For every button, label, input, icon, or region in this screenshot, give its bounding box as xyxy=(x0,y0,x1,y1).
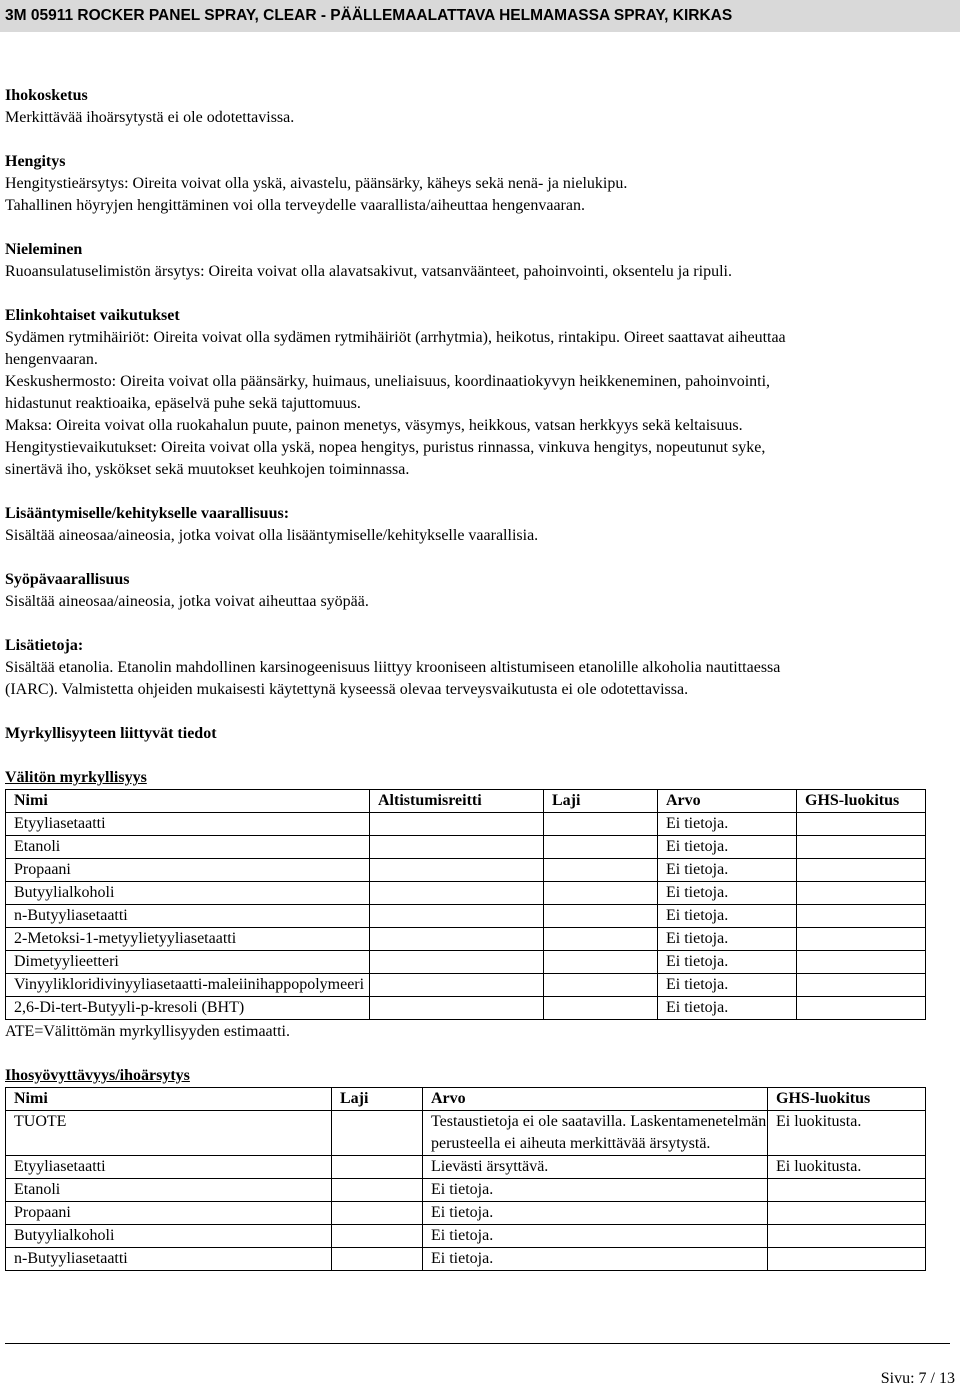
section-title: Ihokosketus xyxy=(5,87,88,104)
section-text: Tahallinen höyryjen hengittäminen voi olla terveydelle vaarallista/aiheuttaa hengenvaaran. xyxy=(5,197,585,214)
table-header-row xyxy=(6,1088,926,1111)
section-title: Lisääntymiselle/kehitykselle vaarallisuus: xyxy=(5,505,290,522)
col-header-route: Altistumisreitti xyxy=(370,790,544,813)
table-cell xyxy=(544,928,658,951)
table-cell: 2-Metoksi-1-metyylietyyliasetaatti xyxy=(6,928,370,951)
section-text: Sisältää aineosaa/aineosia, jotka voivat aiheuttaa syöpää. xyxy=(5,593,369,610)
section-text: Merkittävää ihoärsytystä ei ole odotettavissa. xyxy=(5,109,295,126)
section-carcinogenicity xyxy=(5,569,950,613)
table-cell xyxy=(797,905,926,928)
table-row xyxy=(6,859,926,882)
table-cell: Etyyliasetaatti xyxy=(6,1156,332,1179)
table-cell xyxy=(370,813,544,836)
table-cell xyxy=(768,1202,926,1225)
footer-divider xyxy=(5,1343,950,1344)
table-row xyxy=(6,882,926,905)
table-cell xyxy=(797,974,926,997)
col-header-value: Arvo xyxy=(658,790,797,813)
section-text: Ruoansulatuselimistön ärsytys: Oireita voivat olla alavatsakivut, vatsanväänteet, pahoinvointi, oksentelu ja ripuli. xyxy=(5,263,732,280)
section-title: Hengitys xyxy=(5,153,66,170)
col-header-value: Arvo xyxy=(423,1088,768,1111)
document-header xyxy=(0,0,960,32)
col-header-species: Laji xyxy=(544,790,658,813)
section-organ-effects xyxy=(5,305,950,481)
table-cell: Vinyylikloridivinyyliasetaatti-maleiinihappopolymeeri xyxy=(6,974,370,997)
table-cell xyxy=(370,905,544,928)
table-cell xyxy=(768,1179,926,1202)
acute-toxicity-rows xyxy=(6,813,926,1020)
col-header-name: Nimi xyxy=(6,1088,332,1111)
table-cell xyxy=(332,1111,423,1156)
table-cell xyxy=(370,997,544,1020)
section-text: Maksa: Oireita voivat olla ruokahalun puute, painon menetys, väsymys, heikkous, vatsan herkkyys sekä keltaisuus. xyxy=(5,417,743,434)
table-cell: Lievästi ärsyttävä. xyxy=(423,1156,768,1179)
table-cell: Etanoli xyxy=(6,1179,332,1202)
section-text: Hengitystievaikutukset: Oireita voivat olla yskä, nopea hengitys, puristus rinnassa, vinkuva hengitys, nopeutunut syke, xyxy=(5,439,766,456)
table-cell xyxy=(370,951,544,974)
table-cell xyxy=(544,951,658,974)
document-title: 3M 05911 ROCKER PANEL SPRAY, CLEAR - PÄÄLLEMAALATTAVA HELMAMASSA SPRAY, KIRKAS xyxy=(5,7,733,24)
table-cell xyxy=(768,1248,926,1271)
table-cell: Ei tietoja. xyxy=(423,1202,768,1225)
table-cell: Ei tietoja. xyxy=(658,974,797,997)
table-cell: Etanoli xyxy=(6,836,370,859)
table-row xyxy=(6,1179,926,1202)
table-cell: Ei luokitusta. xyxy=(768,1111,926,1156)
table-cell xyxy=(332,1156,423,1179)
table-row xyxy=(6,997,926,1020)
table-row xyxy=(6,1248,926,1271)
table-header-row xyxy=(6,790,926,813)
table-cell: Ei tietoja. xyxy=(658,905,797,928)
table-row xyxy=(6,928,926,951)
table-cell xyxy=(797,951,926,974)
table-cell: Ei tietoja. xyxy=(658,951,797,974)
table-cell xyxy=(544,905,658,928)
table-cell xyxy=(370,836,544,859)
col-header-name: Nimi xyxy=(6,790,370,813)
table-cell: Ei tietoja. xyxy=(658,813,797,836)
table-row xyxy=(6,813,926,836)
table-cell xyxy=(332,1202,423,1225)
table-row xyxy=(6,836,926,859)
table-cell: Ei tietoja. xyxy=(423,1225,768,1248)
table-cell: TUOTE xyxy=(6,1111,332,1156)
skin-irritation-table xyxy=(5,1087,926,1271)
table-cell xyxy=(797,859,926,882)
section-inhalation xyxy=(5,151,950,217)
section-text: Sydämen rytmihäiriöt: Oireita voivat olla sydämen rytmihäiriöt (arrhytmia), heikotus, rintakipu. Oireet saattavat aiheuttaa xyxy=(5,329,786,346)
section-title: Lisätietoja: xyxy=(5,637,84,654)
table-cell xyxy=(544,859,658,882)
table-cell: n-Butyyliasetaatti xyxy=(6,905,370,928)
page-number: Sivu: 7 / 13 xyxy=(880,1370,955,1387)
table-cell xyxy=(544,836,658,859)
acute-toxicity-table xyxy=(5,789,926,1020)
skin-irritation-rows xyxy=(6,1111,926,1271)
section-title: Nieleminen xyxy=(5,241,83,258)
table-cell xyxy=(797,813,926,836)
skin-irritation-title: Ihosyövyttävyys/ihoärsytys xyxy=(5,1067,190,1084)
table-cell: Testaustietoja ei ole saatavilla. Laskentamenetelmän perusteella ei aiheuta merkittävää ärsytystä. xyxy=(423,1111,768,1156)
toxicology-heading: Myrkyllisyyteen liittyvät tiedot xyxy=(5,725,217,742)
col-header-ghs: GHS-luokitus xyxy=(797,790,926,813)
section-text: sinertävä iho, yskökset sekä muutokset keuhkojen toiminnassa. xyxy=(5,461,410,478)
table-cell: Propaani xyxy=(6,859,370,882)
section-title: Elinkohtaiset vaikutukset xyxy=(5,307,180,324)
table-row xyxy=(6,1111,926,1156)
table-cell xyxy=(544,974,658,997)
table-cell xyxy=(797,882,926,905)
table-cell: 2,6-Di-tert-Butyyli-p-kresoli (BHT) xyxy=(6,997,370,1020)
table-cell xyxy=(370,928,544,951)
table-row xyxy=(6,951,926,974)
table-cell: Ei tietoja. xyxy=(658,997,797,1020)
table-cell xyxy=(544,997,658,1020)
section-text: (IARC). Valmistetta ohjeiden mukaisesti käytettynä kyseessä olevaa terveysvaikutusta ei ole odotettavissa. xyxy=(5,681,689,698)
table-cell: Ei luokitusta. xyxy=(768,1156,926,1179)
table-row xyxy=(6,974,926,997)
table-cell: Dimetyylieetteri xyxy=(6,951,370,974)
table-row xyxy=(6,905,926,928)
table-cell: Ei tietoja. xyxy=(658,928,797,951)
table-row xyxy=(6,1225,926,1248)
acute-toxicity-title: Välitön myrkyllisyys xyxy=(5,769,147,786)
section-ingestion xyxy=(5,239,950,283)
table-row xyxy=(6,1156,926,1179)
table-cell xyxy=(370,882,544,905)
section-text: hengenvaaran. xyxy=(5,351,98,368)
section-additional-info xyxy=(5,635,950,701)
table-cell xyxy=(544,882,658,905)
section-text: hidastunut reaktioaika, epäselvä puhe sekä tajuttomuus. xyxy=(5,395,361,412)
table-cell xyxy=(332,1225,423,1248)
col-header-ghs: GHS-luokitus xyxy=(768,1088,926,1111)
table-cell xyxy=(797,997,926,1020)
section-reproductive-toxicity xyxy=(5,503,950,547)
section-text: Sisältää aineosaa/aineosia, jotka voivat olla lisääntymiselle/kehitykselle vaarallisia. xyxy=(5,527,539,544)
table-row xyxy=(6,1202,926,1225)
table-cell: Ei tietoja. xyxy=(423,1248,768,1271)
table-cell: n-Butyyliasetaatti xyxy=(6,1248,332,1271)
section-text: Hengitystieärsytys: Oireita voivat olla yskä, aivastelu, päänsärky, käheys sekä nenä- ja nielukipu. xyxy=(5,175,628,192)
table-cell: Ei tietoja. xyxy=(658,859,797,882)
table-cell: Butyylialkoholi xyxy=(6,882,370,905)
table-cell xyxy=(332,1179,423,1202)
table-cell: Ei tietoja. xyxy=(423,1179,768,1202)
col-header-species: Laji xyxy=(332,1088,423,1111)
table-cell xyxy=(544,813,658,836)
section-skin-contact xyxy=(5,85,950,129)
table-cell xyxy=(370,859,544,882)
table-cell xyxy=(768,1225,926,1248)
table-cell: Etyyliasetaatti xyxy=(6,813,370,836)
section-text: Sisältää etanolia. Etanolin mahdollinen karsinogeenisuus liittyy krooniseen altistumiseen etanolille alkoholia nautittaessa xyxy=(5,659,781,676)
ate-note: ATE=Välittömän myrkyllisyyden estimaatti. xyxy=(5,1023,290,1040)
table-cell: Propaani xyxy=(6,1202,332,1225)
table-cell: Ei tietoja. xyxy=(658,882,797,905)
page-content xyxy=(5,85,950,1271)
section-title: Syöpävaarallisuus xyxy=(5,571,130,588)
table-cell xyxy=(332,1248,423,1271)
table-cell xyxy=(797,928,926,951)
table-cell: Butyylialkoholi xyxy=(6,1225,332,1248)
table-cell: Ei tietoja. xyxy=(658,836,797,859)
table-cell xyxy=(797,836,926,859)
table-cell xyxy=(370,974,544,997)
section-text: Keskushermosto: Oireita voivat olla päänsärky, huimaus, uneliaisuus, koordinaatiokyvyn heikkeneminen, pahoinvointi, xyxy=(5,373,771,390)
